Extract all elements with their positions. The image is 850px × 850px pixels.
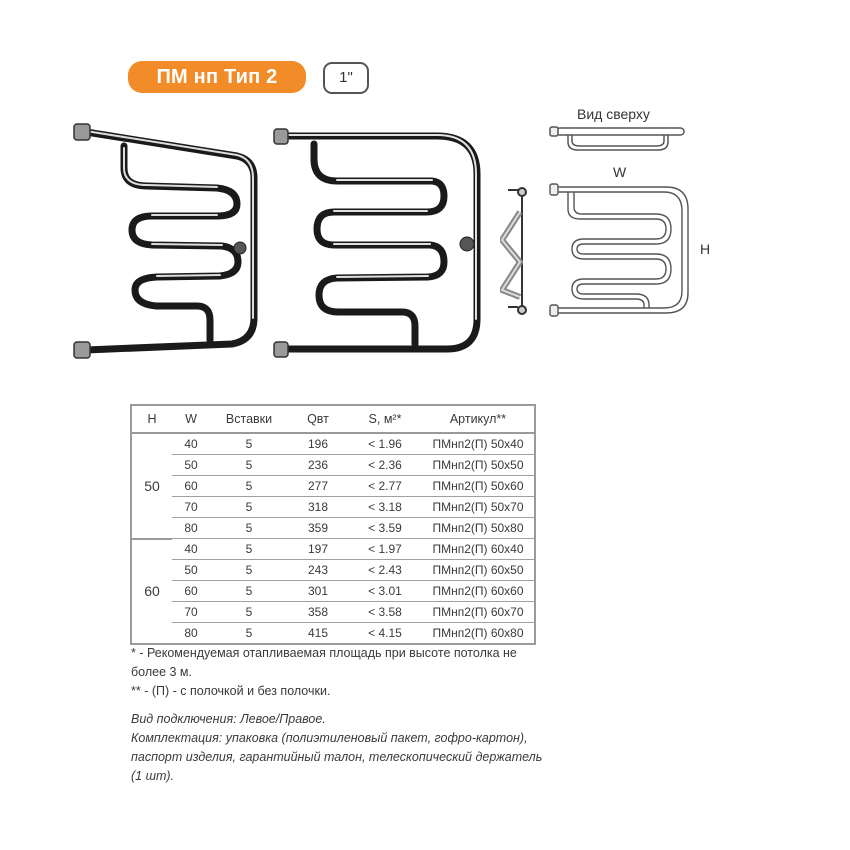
cell-article: ПМнп2(П) 60x70 xyxy=(422,602,535,623)
package-contents: Комплектация: упаковка (полиэтиленовый пакет, гофро-картон), паспорт изделия, гарантийный талон, телескопический держатель (1 шт). xyxy=(131,731,543,783)
table-row xyxy=(131,433,535,455)
cell-width: 60 xyxy=(172,581,210,602)
header-inserts: Вставки xyxy=(210,405,288,433)
header-w: W xyxy=(172,405,210,433)
cell-inserts: 5 xyxy=(210,433,288,455)
table-row xyxy=(131,581,535,602)
cell-power: 243 xyxy=(288,560,348,581)
cell-inserts: 5 xyxy=(210,560,288,581)
cell-inserts: 5 xyxy=(210,602,288,623)
cell-inserts: 5 xyxy=(210,476,288,497)
header-article: Артикул** xyxy=(422,405,535,433)
cell-width: 50 xyxy=(172,455,210,476)
cell-width: 70 xyxy=(172,497,210,518)
cell-width: 80 xyxy=(172,623,210,645)
cell-height-group: 60 xyxy=(131,539,172,645)
cell-article: ПМнп2(П) 60x40 xyxy=(422,539,535,560)
height-label: H xyxy=(700,241,711,257)
cell-width: 60 xyxy=(172,476,210,497)
cell-area: < 3.01 xyxy=(348,581,422,602)
cell-article: ПМнп2(П) 50x60 xyxy=(422,476,535,497)
cell-power: 415 xyxy=(288,623,348,645)
cell-power: 196 xyxy=(288,433,348,455)
table-row xyxy=(131,455,535,476)
cell-power: 359 xyxy=(288,518,348,539)
cell-area: < 1.96 xyxy=(348,433,422,455)
cell-area: < 2.43 xyxy=(348,560,422,581)
spec-table xyxy=(130,404,536,645)
cell-area: < 1.97 xyxy=(348,539,422,560)
cell-area: < 3.59 xyxy=(348,518,422,539)
header-power: Qвт xyxy=(288,405,348,433)
cell-width: 80 xyxy=(172,518,210,539)
cell-article: ПМнп2(П) 60x50 xyxy=(422,560,535,581)
product-details xyxy=(131,710,551,786)
connection-size-badge: 1" xyxy=(323,62,369,94)
cell-inserts: 5 xyxy=(210,623,288,645)
footnotes xyxy=(131,644,551,701)
header-h: H xyxy=(131,405,172,433)
table-row xyxy=(131,560,535,581)
cell-power: 318 xyxy=(288,497,348,518)
cell-inserts: 5 xyxy=(210,539,288,560)
table-header-row xyxy=(131,405,535,433)
cell-inserts: 5 xyxy=(210,455,288,476)
cell-width: 40 xyxy=(172,433,210,455)
cell-area: < 3.58 xyxy=(348,602,422,623)
cell-article: ПМнп2(П) 60x80 xyxy=(422,623,535,645)
connection-type: Вид подключения: Левое/Правое. xyxy=(131,712,326,726)
cell-height-group: 50 xyxy=(131,433,172,539)
header-area: S, м²* xyxy=(348,405,422,433)
cell-power: 277 xyxy=(288,476,348,497)
cell-power: 301 xyxy=(288,581,348,602)
cell-width: 70 xyxy=(172,602,210,623)
product-title-badge: ПМ нп Тип 2 xyxy=(128,61,306,93)
side-view-bracket xyxy=(500,182,540,317)
cell-inserts: 5 xyxy=(210,581,288,602)
product-photo-angled xyxy=(72,118,272,368)
table-row xyxy=(131,539,535,560)
cell-inserts: 5 xyxy=(210,497,288,518)
table-row xyxy=(131,476,535,497)
cell-area: < 4.15 xyxy=(348,623,422,645)
table-row xyxy=(131,518,535,539)
cell-article: ПМнп2(П) 50x50 xyxy=(422,455,535,476)
cell-article: ПМнп2(П) 50x40 xyxy=(422,433,535,455)
front-view-schematic xyxy=(548,181,693,319)
cell-area: < 2.36 xyxy=(348,455,422,476)
width-label: W xyxy=(613,164,627,180)
cell-area: < 2.77 xyxy=(348,476,422,497)
table-row xyxy=(131,623,535,645)
cell-power: 236 xyxy=(288,455,348,476)
cell-inserts: 5 xyxy=(210,518,288,539)
product-photo-front xyxy=(272,124,487,359)
cell-area: < 3.18 xyxy=(348,497,422,518)
footnote-shelf: ** - (П) - с полочкой и без полочки. xyxy=(131,684,331,698)
cell-article: ПМнп2(П) 50x70 xyxy=(422,497,535,518)
cell-article: ПМнп2(П) 50x80 xyxy=(422,518,535,539)
footnote-area: * - Рекомендуемая отапливаемая площадь при высоте потолка не более 3 м. xyxy=(131,646,517,679)
cell-article: ПМнп2(П) 60x60 xyxy=(422,581,535,602)
cell-power: 197 xyxy=(288,539,348,560)
top-view-diagram xyxy=(548,124,688,158)
cell-width: 50 xyxy=(172,560,210,581)
top-view-label: Вид сверху xyxy=(577,106,650,122)
table-row xyxy=(131,602,535,623)
table-row xyxy=(131,497,535,518)
cell-power: 358 xyxy=(288,602,348,623)
cell-width: 40 xyxy=(172,539,210,560)
